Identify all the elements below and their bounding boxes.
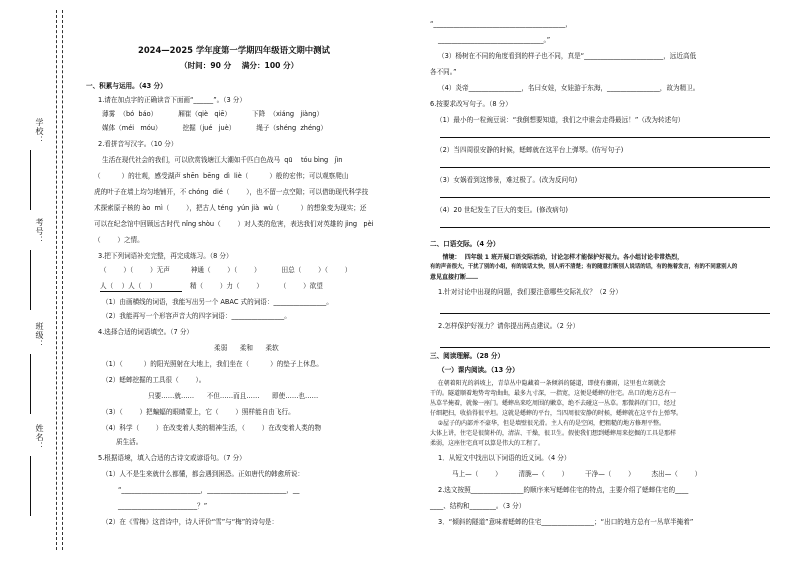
q3-sub-2: （2）我能再写一个形容声音大的四字词语：________________。 [102, 312, 291, 320]
q5-cont-blank-b: ________________________________。” [438, 36, 551, 44]
reading-line-3: 丛草半掩着，就像一座门。蟋蟀出来吃周围的嫩草，绝不去碰这一丛草。那微斜的门口，经过 [430, 400, 677, 407]
q4-word-bank-2: 只要……就…… 不但……而且…… 即使……也…… [148, 392, 319, 400]
q6-item-3: （3）女娲看到这惨景，难过极了。(改为反问句) [436, 176, 578, 184]
sidebar-label-number: 考号： [35, 218, 44, 245]
q6-answer-line-4 [440, 227, 770, 228]
q3-sub-1: （1）由画横线的词语，我能写出另一个 ABAC 式的词语：________________。 [102, 298, 333, 306]
q5-item-3b: 各不同。” [430, 68, 457, 76]
q5-stem: 5.根据语境，填入合适的古诗文或谚语句。（7 分） [98, 454, 246, 462]
section-3-sub-heading: （一）课内阅读。（13 分） [438, 366, 519, 374]
reading-line-2: 干的。隧道顺着地势弯弯曲曲，最多九寸深，一指宽，这便是蟋蟀的住宅。出口的地方总有一 [430, 390, 677, 397]
q2-line-6: （ ）之情。 [94, 236, 144, 244]
sidebar-line-class [30, 354, 31, 414]
reading-line-5: ②屋子的内部并不豪华，但是墙壁很光滑。主人有的是空闲，把粗糙的地方修理平整。 [430, 420, 666, 427]
reading-q3: 3．“倾斜的隧道”意味着蟋蟀的住宅________________；“出口的地方总有一丛草半掩着” [438, 518, 694, 526]
section-3-heading: 三、阅读理解。（28 分） [430, 352, 505, 360]
q6-item-1: （1）最小的一粒豌豆说：“我倒想要知道，我们之中谁会走得最远！”（改为转述句） [436, 116, 685, 124]
q2-line-3: 虎的叶子在墙上均匀地铺开，不 chóng dié（ ），也不留一点空隙；可以借助现代科学技 [94, 188, 369, 196]
sidebar-label-school: 学校： [35, 118, 44, 145]
q5-item-2: （2）在《雪梅》这首诗中，诗人评价“雪”与“梅”的诗句是： [102, 518, 279, 526]
section-2-answer-line-1 [440, 313, 770, 314]
q3-stem: 3.把下列词语补充完整，再完成练习。（8 分） [98, 252, 233, 260]
q1-row-2: 媒体（méi móu） 挖掘（jué juè） 绳子（shéng zhéng） [102, 124, 327, 132]
q5-cont-blank-a: “________________________________________， [430, 20, 572, 28]
q2-line-1: 生活在现代社会的我们，可以欣赏钱塘江大潮如千匹白色战马 qū tóu bìng jìn [102, 156, 343, 164]
reading-q1: 1．从短文中找出以下词语的近义词。（4 分） [438, 454, 571, 462]
q5-item-4: （4）炎帝________________，名曰女娃，女娃游于东海，________________，故为精卫。 [438, 84, 700, 92]
sidebar-dashed-line-outer [56, 10, 57, 550]
section-2-heading: 二、口语交际。（4 分） [430, 240, 500, 248]
reading-q2b: ____、结构和________。（3 分） [430, 502, 526, 510]
sidebar-label-class: 班级： [35, 322, 44, 349]
q4-item-3: （3）（ ）把蝙蝠的眼睛蒙上，它（ ）照样能自由飞行。 [102, 408, 295, 416]
q3-underline [100, 291, 182, 292]
q2-line-2: （ ）的壮观，感受湖声 shēn bēng dì liè（ ）般的宏伟；可以观察爬山 [94, 172, 349, 180]
q4-item-4a: （4）科学（ ）在改变着人类的精神生活，（ ）在改变着人类的物 [102, 424, 322, 432]
reading-q2: 2.选文按照________________的顺序来写蟋蟀住宅的特点，主要介绍了蟋蟀住宅的____ [438, 486, 689, 494]
q5-item-1: （1）人不是生来就什么都懂，都会遇到困恐。正如唐代的韩愈所说： [102, 470, 305, 478]
q6-answer-line-1 [440, 137, 770, 138]
section-2-answer-line-2 [440, 347, 770, 348]
sidebar-line-name [30, 456, 31, 516]
section-2-context-1: 情境： 四年级 1 班开展口语交际活动，讨论怎样才能保护好视力。各小组讨论非常热烈， [430, 254, 684, 261]
q6-stem: 6.按要求改写句子。（8 分） [430, 100, 512, 108]
section-2-q2: 2.怎样保护好视力？请你提出两点建议。（2 分） [438, 322, 580, 330]
page-title: 2024—2025 学年度第一学期四年级语文期中测试 [138, 45, 330, 55]
q4-item-2: （2）蟋蟀挖掘的工具很（ ）。 [102, 376, 206, 384]
section-2-context-3: 意见直接打断…… [430, 274, 479, 281]
q3-row-1: （ ）（ ）无声 神通（ ）（ ） 田总（ ）（ ） [100, 266, 352, 274]
q5-item-3: （3）杨树在不同的角度看到的样子也不同，真是“________________________，远近高低 [438, 52, 697, 60]
q2-line-4: 术探索原子核的 ào mì（ ），把古人 téng yún jià wù（ ）的想象变为现实；还 [94, 204, 367, 212]
q2-line-5: 可以在纪念馆中回顾远古时代 nǐng shòu（ ）对人类的危害，表达我们对英雄的 jìng pèi [94, 220, 374, 228]
q1-row-1: 薄雾 （bó báo） 厢崔（qiè qiē） 下降 （xiáng jiàng） [102, 110, 324, 118]
q3-row-2: 人（ ）人（ ） 精（ ）力（ ） （ ）欲望 [100, 282, 323, 290]
q4-word-bank-1: 柔弱 柔和 柔软 [214, 344, 279, 352]
q4-item-4b: 质生活。 [116, 438, 143, 446]
section-1-heading: 一、积累与运用。（43 分） [86, 82, 167, 90]
q6-item-2: （2）当四周很安静的时候，蟋蟀就在这平台上弹琴。(仿写句子) [436, 146, 624, 154]
reading-q1-answers: 马上—（ ） 清脆—（ ） 干净—（ ） 杰出—（ ） [452, 470, 702, 478]
time-score: （时间：90 分 满分：100 分） [180, 61, 299, 70]
reading-line-7: 柔弱，这座住宅真可以算是伟大的工程了。 [430, 440, 545, 447]
sidebar-line-school [30, 150, 31, 210]
q6-answer-line-3 [440, 197, 770, 198]
reading-line-1: 在朝着阳光的斜坡上，青草丛中隐藏着一条倾斜的隧道，即使有骤雨，这里也立刻就会 [430, 380, 666, 387]
q4-stem: 4.选择合适的词语填空。（7 分） [98, 328, 194, 336]
sidebar-label-name: 姓名： [35, 424, 44, 451]
section-2-q1: 1.针对讨论中出现的问题，我们要注意哪些交际礼仪？（2 分） [438, 288, 623, 296]
sidebar-dashed-line-inner [62, 10, 63, 550]
reading-line-4: 仔细耙扫，收拾得很平坦。这就是蟋蟀的平台，当四周很安静的时候，蟋蟀就在这平台上弹琴。 [430, 410, 683, 417]
q1-stem: 1.请在加点字的正确读音下面画“______”。（3 分） [98, 96, 246, 104]
q6-item-4: （4）20 世纪发生了巨大的变巨。(修改病句) [436, 206, 568, 214]
q5-item-1-blank-b: ________________________？” [118, 502, 208, 510]
q6-answer-line-2 [440, 167, 770, 168]
q5-item-1-blank-a: “________________________，________________________，__ [118, 486, 300, 494]
q2-stem: 2.看拼音写汉字。（10 分） [98, 140, 178, 148]
sidebar-line-number [30, 250, 31, 310]
q4-item-1: （1）（ ）的阳光照射在大地上，我们坐在（ ）的垫子上休息。 [102, 360, 323, 368]
section-2-context-2: 有的声音很大，干扰了别的小组，有的说话太快，别人听不清楚；有的随意打断别人说话的话，有的拖着发言，有的不同意别人的 [430, 264, 738, 270]
reading-line-6: 大体上讲，住宅是很简朴的，清洁、干燥，很卫生。假使我们想到蟋蟀用来挖掘的工具是那样 [430, 430, 677, 437]
